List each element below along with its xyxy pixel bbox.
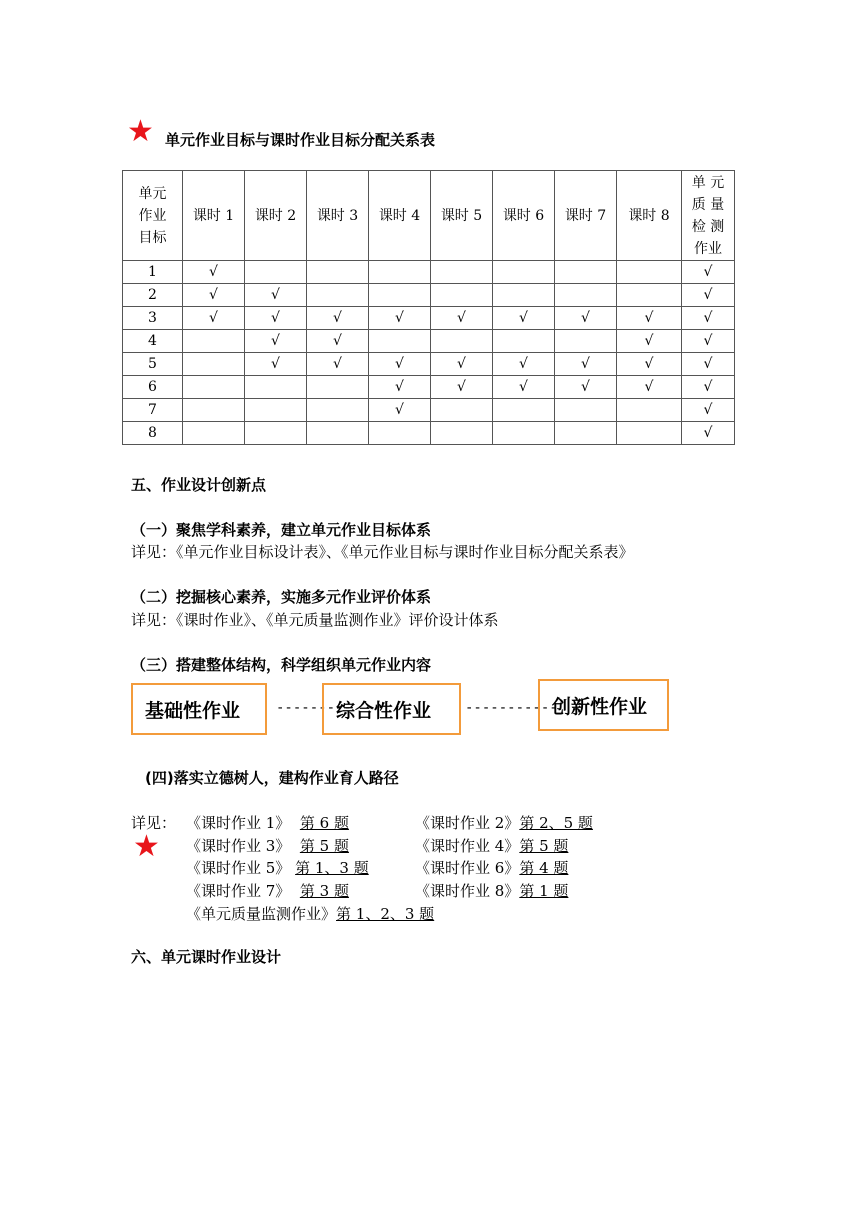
column-header: 课时 1 — [183, 171, 245, 261]
basic-homework-box — [131, 683, 267, 735]
star-icon: ★ — [127, 114, 154, 149]
check-cell — [617, 261, 682, 284]
comprehensive-homework-box — [322, 683, 461, 735]
ref-item: 《课时作业 2》第 2、5 题 — [415, 814, 593, 832]
ref-item: 《课时作业 8》第 1 题 — [415, 882, 569, 900]
subsection3-title: （三）搭建整体结构，科学组织单元作业内容 — [131, 656, 432, 674]
table-row — [123, 422, 735, 445]
check-cell: √ — [555, 353, 617, 376]
quality-header-line: 检 测 — [691, 218, 725, 235]
row-id-cell: 4 — [123, 330, 183, 353]
check-cell: √ — [431, 307, 493, 330]
check-cell: √ — [183, 261, 245, 284]
box-label: 综合性作业 — [336, 699, 432, 722]
check-cell: √ — [431, 376, 493, 399]
quality-header-line: 单 元 — [691, 174, 725, 191]
table-row — [123, 376, 735, 399]
check-cell — [245, 376, 307, 399]
check-cell — [493, 284, 555, 307]
check-cell — [183, 353, 245, 376]
column-header: 课时 2 — [245, 171, 307, 261]
quality-header-line: 质 量 — [691, 196, 725, 213]
corner-line: 作业 — [138, 207, 167, 224]
column-header: 课时 3 — [307, 171, 369, 261]
ref-item: 《课时作业 5》 第 1、3 题 — [186, 859, 369, 877]
check-cell: √ — [555, 376, 617, 399]
quality-header — [682, 171, 735, 261]
check-cell: √ — [682, 422, 735, 445]
check-cell — [431, 261, 493, 284]
quality-header-line: 作业 — [694, 240, 722, 257]
check-cell: √ — [183, 307, 245, 330]
check-cell — [493, 330, 555, 353]
check-cell — [617, 399, 682, 422]
check-cell: √ — [245, 307, 307, 330]
dash-connector: ----------- — [465, 700, 558, 716]
check-cell — [555, 422, 617, 445]
corner-header — [123, 171, 183, 261]
check-cell — [369, 261, 431, 284]
subsection2-title: （二）挖掘核心素养，实施多元作业评价体系 — [131, 588, 432, 606]
check-cell — [369, 422, 431, 445]
column-header: 课时 7 — [555, 171, 617, 261]
table-row — [123, 307, 735, 330]
check-cell — [369, 284, 431, 307]
row-id-cell: 6 — [123, 376, 183, 399]
corner-line: 目标 — [138, 229, 167, 246]
check-cell — [493, 261, 555, 284]
check-cell — [307, 261, 369, 284]
check-cell: √ — [617, 307, 682, 330]
check-cell: √ — [617, 353, 682, 376]
allocation-table — [122, 170, 735, 445]
check-cell — [245, 261, 307, 284]
ref-item: 《课时作业 6》第 4 题 — [415, 859, 569, 877]
check-cell — [431, 399, 493, 422]
check-cell: √ — [369, 353, 431, 376]
check-cell: √ — [682, 307, 735, 330]
dash-connector: --------- — [276, 700, 352, 716]
row-id-cell: 8 — [123, 422, 183, 445]
check-cell — [307, 399, 369, 422]
row-id-cell: 7 — [123, 399, 183, 422]
check-cell: √ — [307, 353, 369, 376]
check-cell — [617, 422, 682, 445]
ref-item: 《课时作业 4》第 5 题 — [415, 837, 569, 855]
star-icon: ★ — [133, 829, 160, 864]
check-cell — [307, 422, 369, 445]
check-cell: √ — [307, 330, 369, 353]
check-cell: √ — [682, 376, 735, 399]
check-cell — [493, 422, 555, 445]
check-cell: √ — [617, 330, 682, 353]
row-id-cell: 5 — [123, 353, 183, 376]
check-cell — [493, 399, 555, 422]
check-cell — [245, 422, 307, 445]
subsection1-title: （一）聚焦学科素养，建立单元作业目标体系 — [131, 521, 432, 539]
row-id-cell: 1 — [123, 261, 183, 284]
check-cell: √ — [682, 353, 735, 376]
table-row — [123, 399, 735, 422]
check-cell: √ — [369, 307, 431, 330]
check-cell — [555, 284, 617, 307]
corner-line: 单元 — [138, 185, 167, 202]
check-cell — [245, 399, 307, 422]
check-cell: √ — [493, 376, 555, 399]
check-cell — [369, 330, 431, 353]
row-id-cell: 2 — [123, 284, 183, 307]
check-cell: √ — [369, 399, 431, 422]
table-row — [123, 330, 735, 353]
check-cell — [183, 422, 245, 445]
column-header: 课时 4 — [369, 171, 431, 261]
check-cell: √ — [682, 330, 735, 353]
ref-item: 《课时作业 7》 第 3 题 — [186, 882, 349, 900]
check-cell: √ — [682, 261, 735, 284]
check-cell — [431, 284, 493, 307]
check-cell: √ — [245, 353, 307, 376]
subsection1-text: 详见：《单元作业目标设计表》、《单元作业目标与课时作业目标分配关系表》 — [131, 543, 634, 561]
ref-item: 《单元质量监测作业》第 1、2、3 题 — [186, 905, 435, 923]
column-header: 课时 6 — [493, 171, 555, 261]
check-cell — [617, 284, 682, 307]
check-cell: √ — [493, 353, 555, 376]
ref-item: 《课时作业 1》 第 6 题 — [186, 814, 349, 832]
table-row — [123, 261, 735, 284]
subsection4-title: (四)落实立德树人，建构作业育人路径 — [145, 769, 399, 787]
check-cell — [307, 284, 369, 307]
column-header: 课时 8 — [617, 171, 682, 261]
check-cell: √ — [555, 307, 617, 330]
row-id-cell: 3 — [123, 307, 183, 330]
check-cell: √ — [245, 330, 307, 353]
check-cell — [555, 330, 617, 353]
check-cell: √ — [682, 399, 735, 422]
table-header-row — [123, 171, 735, 261]
refs-prefix: 详见： — [131, 814, 177, 832]
check-cell: √ — [493, 307, 555, 330]
section6-heading: 六、单元课时作业设计 — [131, 948, 282, 966]
check-cell — [431, 422, 493, 445]
check-cell: √ — [369, 376, 431, 399]
section5-heading: 五、作业设计创新点 — [131, 476, 267, 494]
box-label: 创新性作业 — [552, 695, 648, 718]
check-cell: √ — [617, 376, 682, 399]
check-cell: √ — [431, 353, 493, 376]
table-title: 单元作业目标与课时作业目标分配关系表 — [165, 131, 436, 149]
check-cell: √ — [682, 284, 735, 307]
check-cell — [555, 261, 617, 284]
check-cell — [183, 330, 245, 353]
box-label: 基础性作业 — [145, 699, 241, 722]
check-cell: √ — [307, 307, 369, 330]
check-cell — [307, 376, 369, 399]
table-row — [123, 284, 735, 307]
ref-item: 《课时作业 3》 第 5 题 — [186, 837, 349, 855]
check-cell: √ — [183, 284, 245, 307]
check-cell: √ — [245, 284, 307, 307]
check-cell — [183, 376, 245, 399]
column-header: 课时 5 — [431, 171, 493, 261]
check-cell — [183, 399, 245, 422]
check-cell — [431, 330, 493, 353]
subsection2-text: 详见：《课时作业》、《单元质量监测作业》评价设计体系 — [131, 611, 499, 629]
innovative-homework-box — [538, 679, 669, 731]
table-row — [123, 353, 735, 376]
check-cell — [555, 399, 617, 422]
